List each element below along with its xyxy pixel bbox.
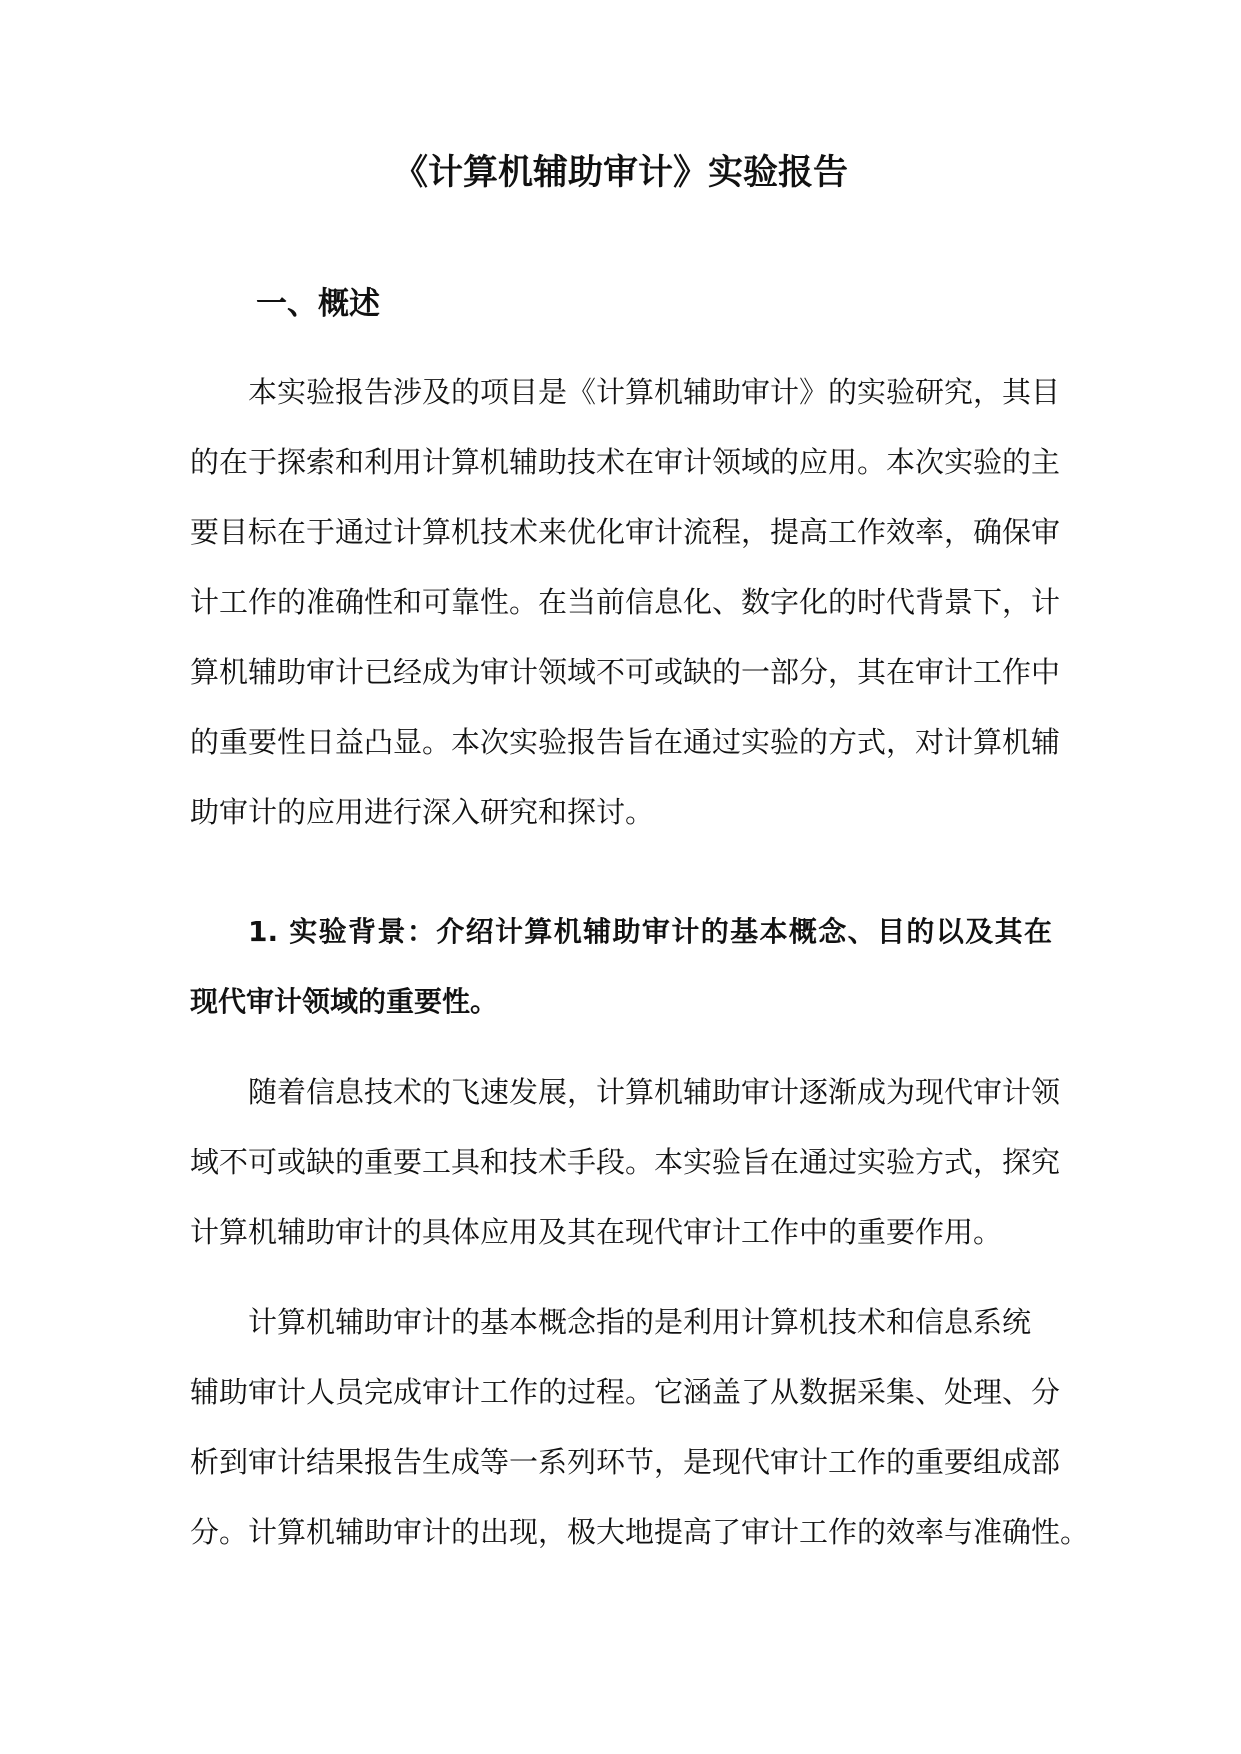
overview-line-1: 本实验报告涉及的项目是《计算机辅助审计》的实验研究，其目 [248, 375, 1061, 409]
overview-line-2: 的在于探索和利用计算机辅助技术在审计领域的应用。本次实验的主 [190, 445, 1061, 479]
overview-line-5: 算机辅助审计已经成为审计领域不可或缺的一部分，其在审计工作中 [190, 655, 1061, 689]
overview-line-4: 计工作的准确性和可靠性。在当前信息化、数字化的时代背景下，计 [190, 585, 1061, 619]
section-heading-overview: 一、概述 [256, 286, 380, 322]
subheading-background-line-2: 现代审计领域的重要性。 [190, 985, 499, 1018]
background-line-1: 随着信息技术的飞速发展，计算机辅助审计逐渐成为现代审计领 [248, 1075, 1061, 1109]
overview-line-3: 要目标在于通过计算机技术来优化审计流程，提高工作效率，确保审 [190, 515, 1061, 549]
document-title: 《计算机辅助审计》实验报告 [392, 153, 848, 193]
background-line-3: 计算机辅助审计的具体应用及其在现代审计工作中的重要作用。 [190, 1215, 1003, 1249]
concept-line-2: 辅助审计人员完成审计工作的过程。它涵盖了从数据采集、处理、分 [190, 1375, 1061, 1409]
background-line-2: 域不可或缺的重要工具和技术手段。本实验旨在通过实验方式，探究 [190, 1145, 1061, 1179]
concept-line-1: 计算机辅助审计的基本概念指的是利用计算机技术和信息系统 [248, 1305, 1032, 1339]
concept-line-3: 析到审计结果报告生成等一系列环节，是现代审计工作的重要组成部 [190, 1445, 1061, 1479]
overview-line-6: 的重要性日益凸显。本次实验报告旨在通过实验的方式，对计算机辅 [190, 725, 1061, 759]
subheading-background-line-1: 1. 实验背景：介绍计算机辅助审计的基本概念、目的以及其在 [248, 915, 1052, 948]
concept-line-4: 分。计算机辅助审计的出现，极大地提高了审计工作的效率与准确性。 [190, 1515, 1090, 1549]
overview-line-7: 助审计的应用进行深入研究和探讨。 [190, 795, 655, 829]
